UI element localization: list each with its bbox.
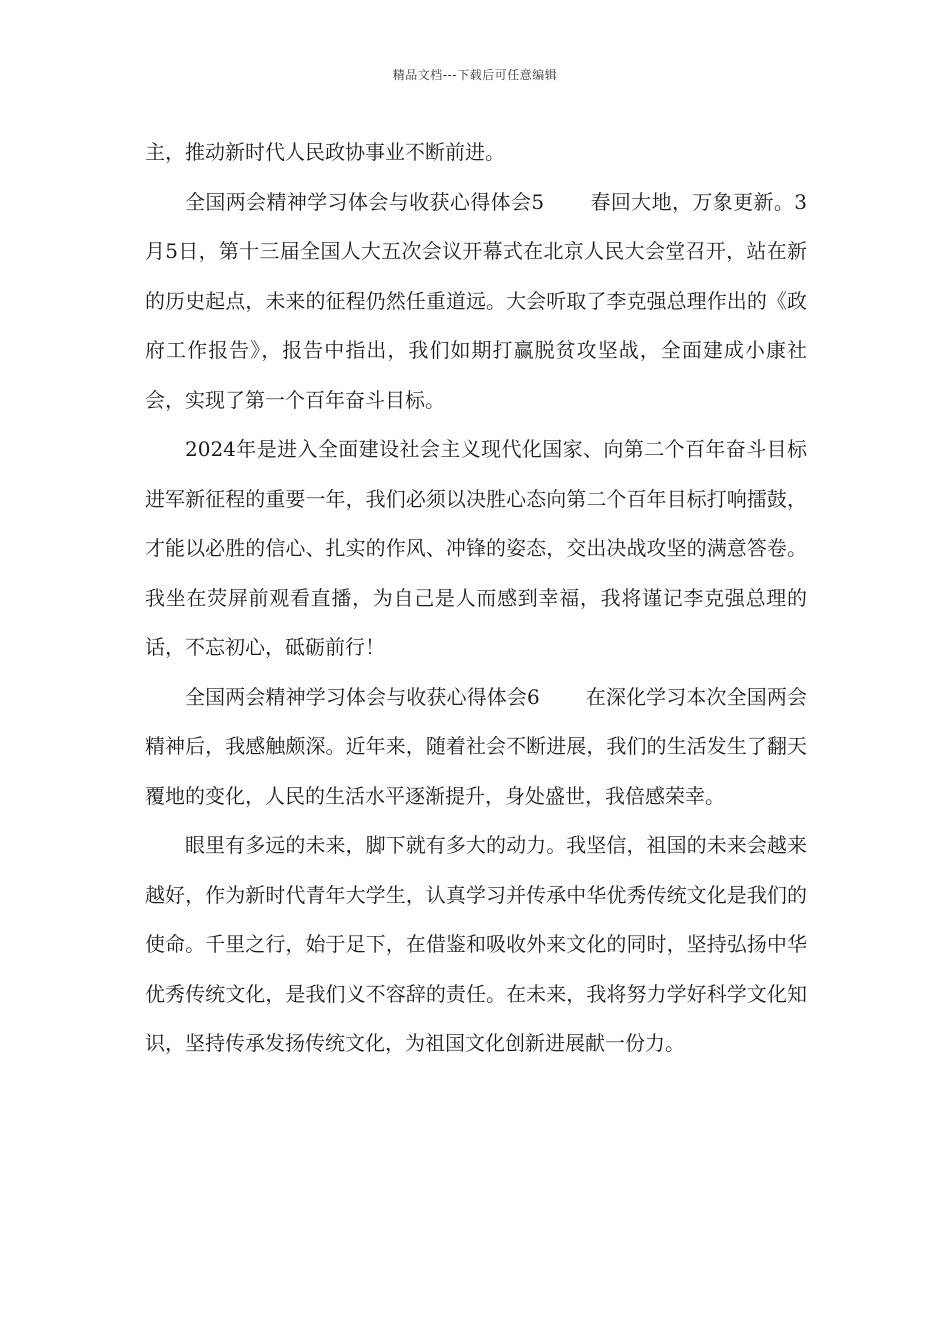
section-title: 全国两会精神学习体会与收获心得体会6 [185, 684, 540, 709]
paragraph-section-6 [145, 673, 807, 822]
document-body [145, 128, 807, 1069]
paragraph-section-5 [145, 178, 807, 426]
paragraph [145, 821, 807, 1069]
paragraph-continuation [145, 128, 807, 178]
paragraph-text: 眼里有多远的未来，脚下就有多大的动力。我坚信，祖国的未来会越来越好，作为新时代青年大学生，认真学习并传承中华优秀传统文化是我们的使命。千里之行，始于足下，在借鉴和吸收外来文化的同时，坚持弘扬中华优秀传统文化，是我们义不容辞的责任。在未来，我将努力学好科学文化知识，坚持传承发扬传统文化，为祖国文化创新进展献一份力。 [145, 833, 807, 1055]
paragraph-text: 2024年是进入全面建设社会主义现代化国家、向第二个百年奋斗目标进军新征程的重要一年，我们必须以决胜心态向第二个百年目标打响擂鼓，才能以必胜的信心、扎实的作风、冲锋的姿态，交出决战攻坚的满意答卷。我坐在荧屏前观看直播，为自己是人而感到幸福，我将谨记李克强总理的话，不忘初心，砥砺前行！ [145, 437, 807, 659]
section-title: 全国两会精神学习体会与收获心得体会5 [185, 189, 545, 214]
page-header: 精品文档---下载后可任意编辑 [392, 68, 558, 82]
paragraph-text: 在深化学习本次全国两会精神后，我感触颇深。近年来，随着社会不断进展，我们的生活发生了翻天覆地的变化，人民的生活水平逐渐提升，身处盛世，我倍感荣幸。 [145, 684, 808, 808]
paragraph [145, 425, 807, 673]
paragraph-text: 主，推动新时代人民政协事业不断前进。 [145, 140, 505, 164]
paragraph-text: 春回大地，万象更新。3月5日，第十三届全国人大五次会议开幕式在北京人民大会堂召开，站在新的历史起点，未来的征程仍然任重道远。大会听取了李克强总理作出的《政府工作报告》，报告中指出，我们如期打赢脱贫攻坚战，全面建成小康社会，实现了第一个百年奋斗目标。 [145, 189, 807, 412]
